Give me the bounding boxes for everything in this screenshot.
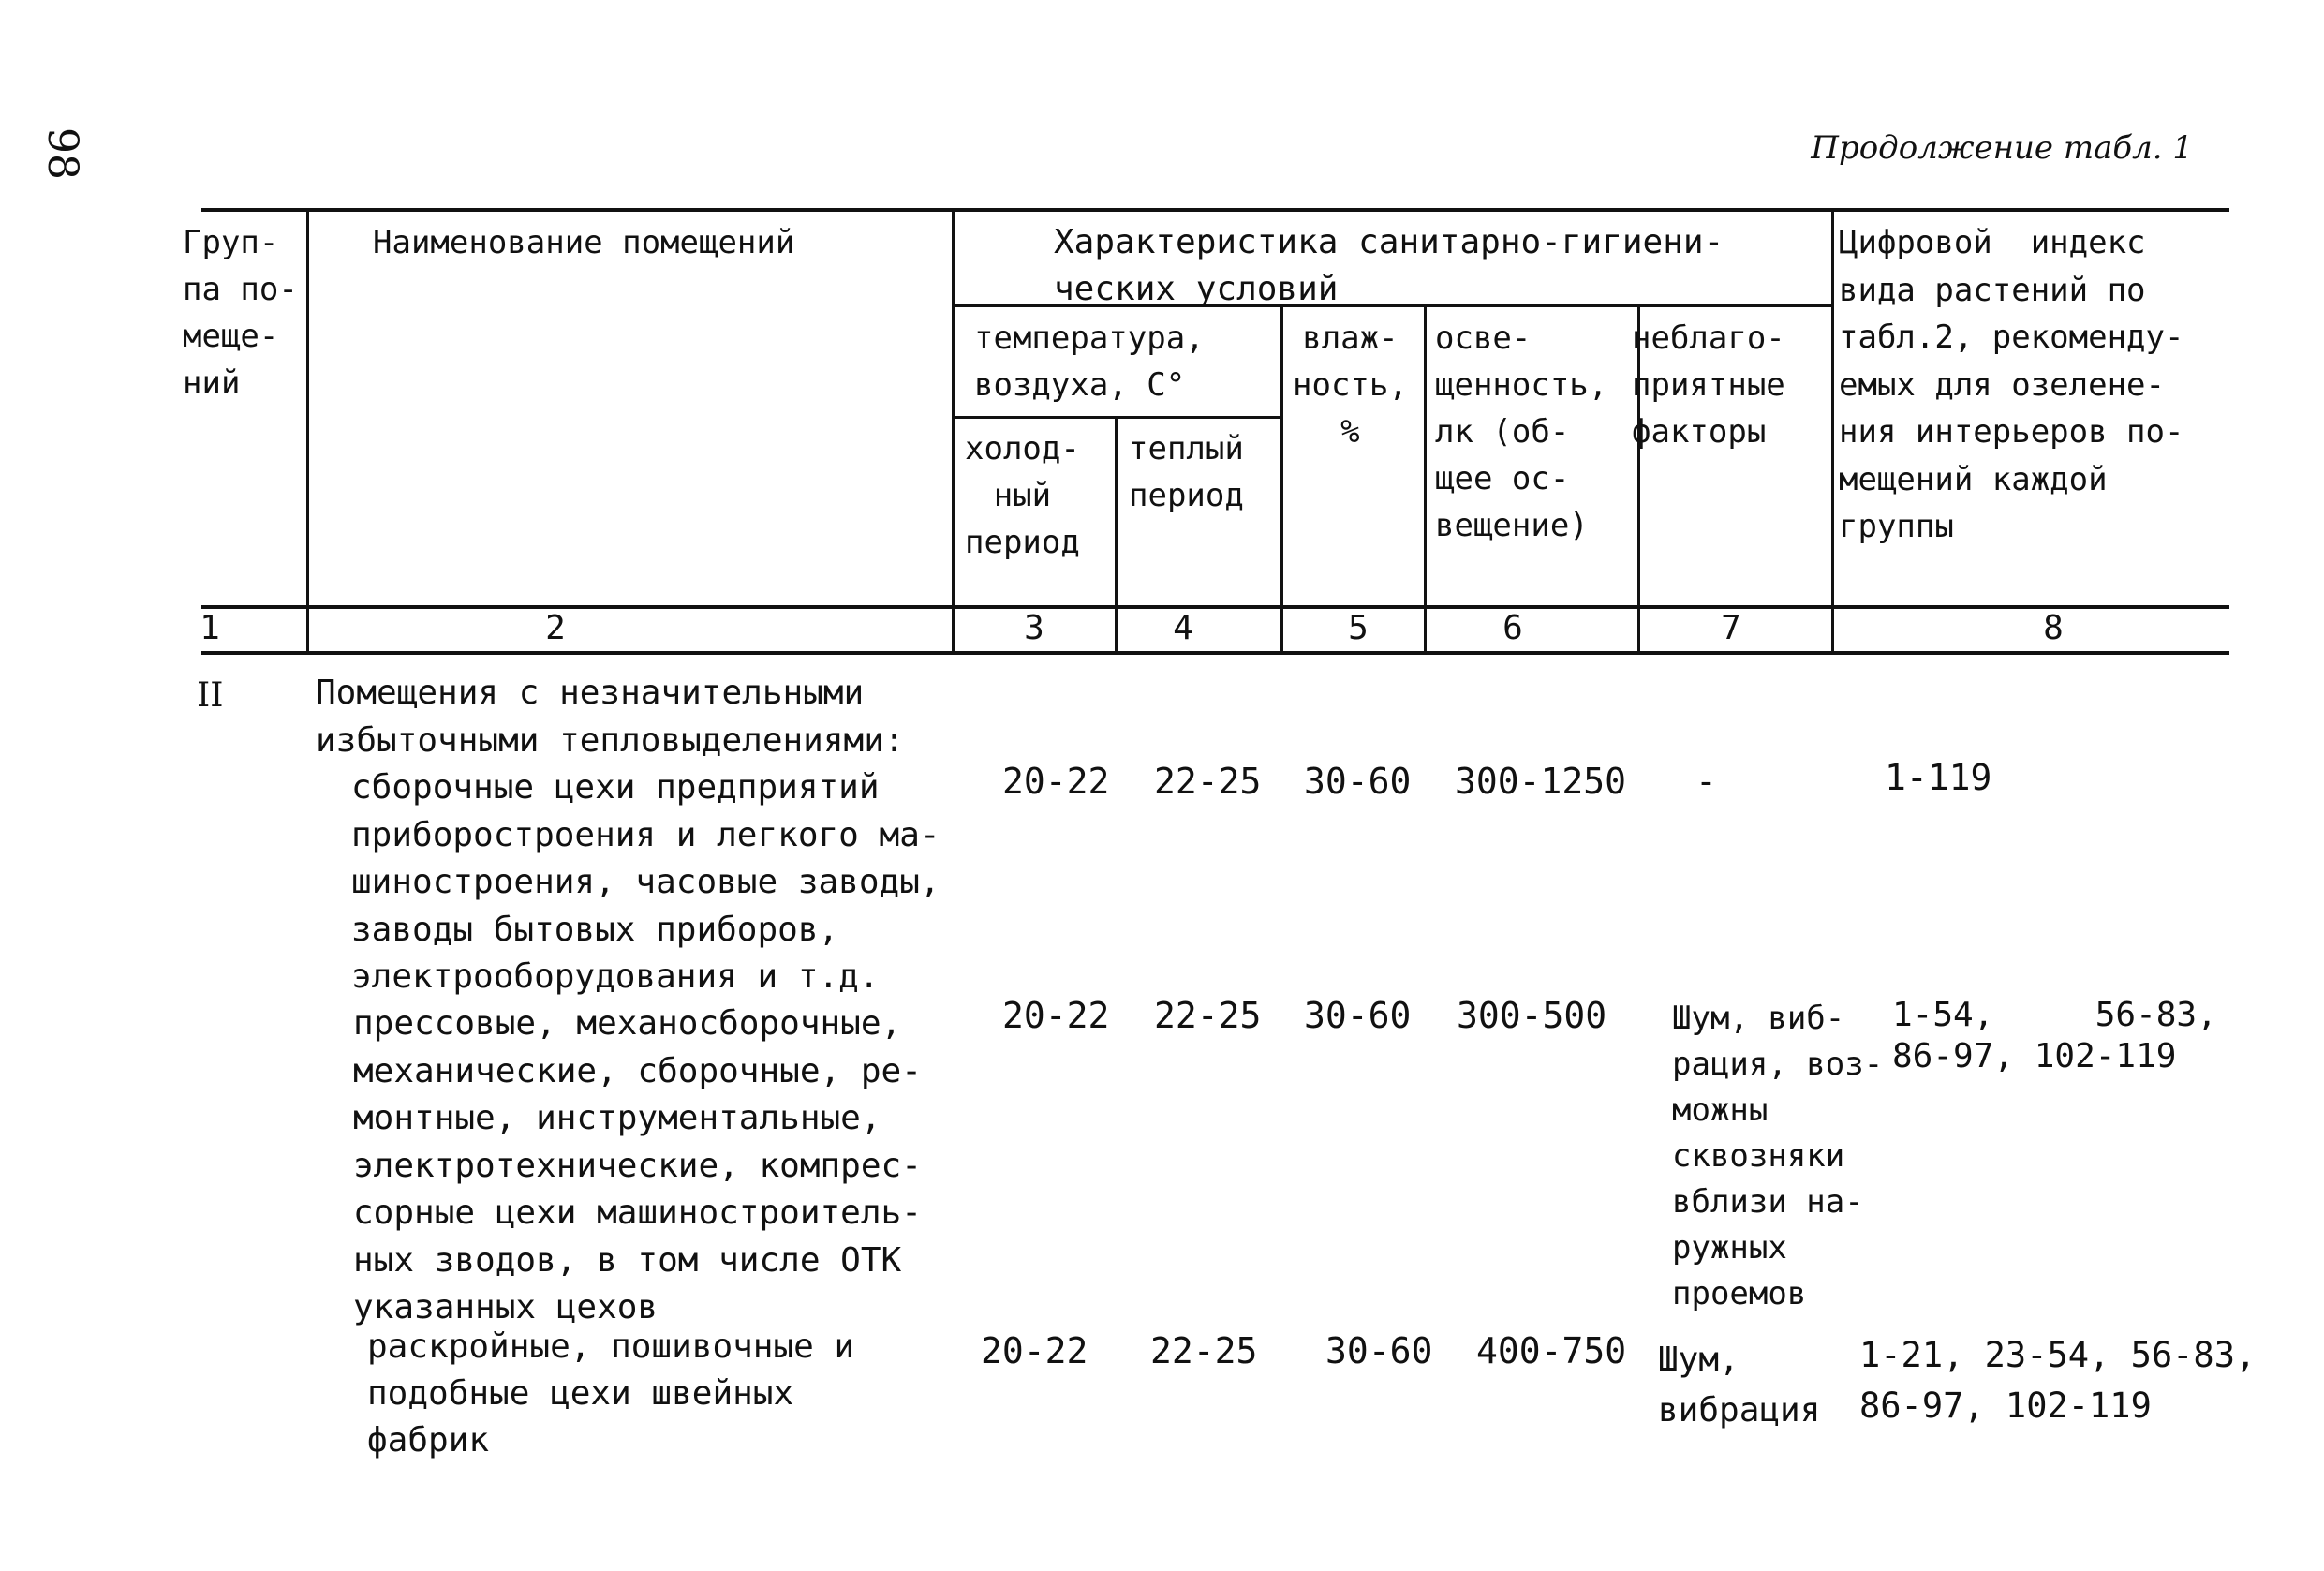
row-1-illumination: 300-1250	[1455, 761, 1627, 802]
header-warm-period: теплый период	[1129, 430, 1244, 514]
row-1-plants: 1-119	[1885, 757, 1992, 798]
header-temperature: температура, воздуха, С°	[974, 319, 1205, 404]
row-3-humidity: 30-60	[1325, 1330, 1433, 1371]
col-divider-3	[1115, 416, 1118, 654]
row-3-name: раскройные, пошивочные и подобные цехи швейных фабрик	[367, 1327, 855, 1460]
continued-label: Продолжение табл. 1	[1811, 129, 2193, 167]
row-1-factors: -	[1695, 761, 1717, 802]
row-3-plants: 1-21, 23-54, 56-83, 86-97, 102-119	[1859, 1335, 2257, 1426]
top-rule	[201, 208, 2229, 212]
row-2-factors: Шум, виб- рация, воз- можны сквозняки вблизи на- ружных проемов	[1672, 1000, 1884, 1312]
row-1-cold: 20-22	[1002, 761, 1110, 802]
col-divider-7	[1831, 208, 1834, 654]
group-title: Помещения с незначительными избыточными тепловыделениями:	[316, 674, 905, 760]
row-3-illumination: 400-750	[1476, 1330, 1627, 1371]
header-name: Наименование помещений	[373, 224, 795, 261]
row-1-humidity: 30-60	[1304, 761, 1412, 802]
col-divider-5	[1424, 304, 1427, 654]
row-2-humidity: 30-60	[1304, 995, 1412, 1036]
header-sanitary: Характеристика санитарно-гигиени- ческих условий	[1054, 223, 1724, 308]
row-2-warm: 22-25	[1154, 995, 1262, 1036]
col-divider-1	[306, 208, 309, 654]
header-humidity: влаж- ность, %	[1293, 319, 1408, 451]
col-divider-4	[1280, 304, 1283, 654]
row-2-cold: 20-22	[1002, 995, 1110, 1036]
col-divider-2	[952, 208, 955, 654]
temperature-subheader-rule	[953, 416, 1282, 419]
header-group: Груп- па по- меще- ний	[183, 224, 298, 402]
row-3-warm: 22-25	[1150, 1330, 1258, 1371]
header-bottom-rule	[201, 605, 2229, 609]
group-id: II	[197, 676, 224, 715]
header-unfavorable-factors: неблаго- приятные факторы	[1632, 319, 1785, 451]
row-2-name: прессовые, механосборочные, механические, сборочные, ре- монтные, инструментальные, электротехнические, компрес- сорные цехи машиностроитель- ных зводов, в том числе ОТК указанных цехов	[353, 1004, 922, 1326]
header-cold-period: холод- ный период	[965, 430, 1080, 561]
row-1-warm: 22-25	[1154, 761, 1262, 802]
column-numbers-rule	[201, 651, 2229, 655]
header-plant-index: Цифровой индекс вида растений по табл.2, рекоменду- емых для озелене- ния интерьеров по- мещений каждой группы	[1839, 224, 2184, 545]
row-2-plants: 1-54, 56-83, 86-97, 102-119	[1892, 996, 2217, 1075]
row-1-name: сборочные цехи предприятий приборостроения и легкого ма- шиностроения, часовые заводы, заводы бытовых приборов, электрооборудования и т.д.	[351, 768, 940, 996]
header-illumination: осве- щенность, лк (об- щее ос- вещение)	[1435, 319, 1608, 544]
row-2-illumination: 300-500	[1457, 995, 1607, 1036]
row-3-cold: 20-22	[981, 1330, 1088, 1371]
row-3-factors: Шум, вибрация	[1658, 1341, 1821, 1430]
page-number: 98	[38, 127, 86, 180]
